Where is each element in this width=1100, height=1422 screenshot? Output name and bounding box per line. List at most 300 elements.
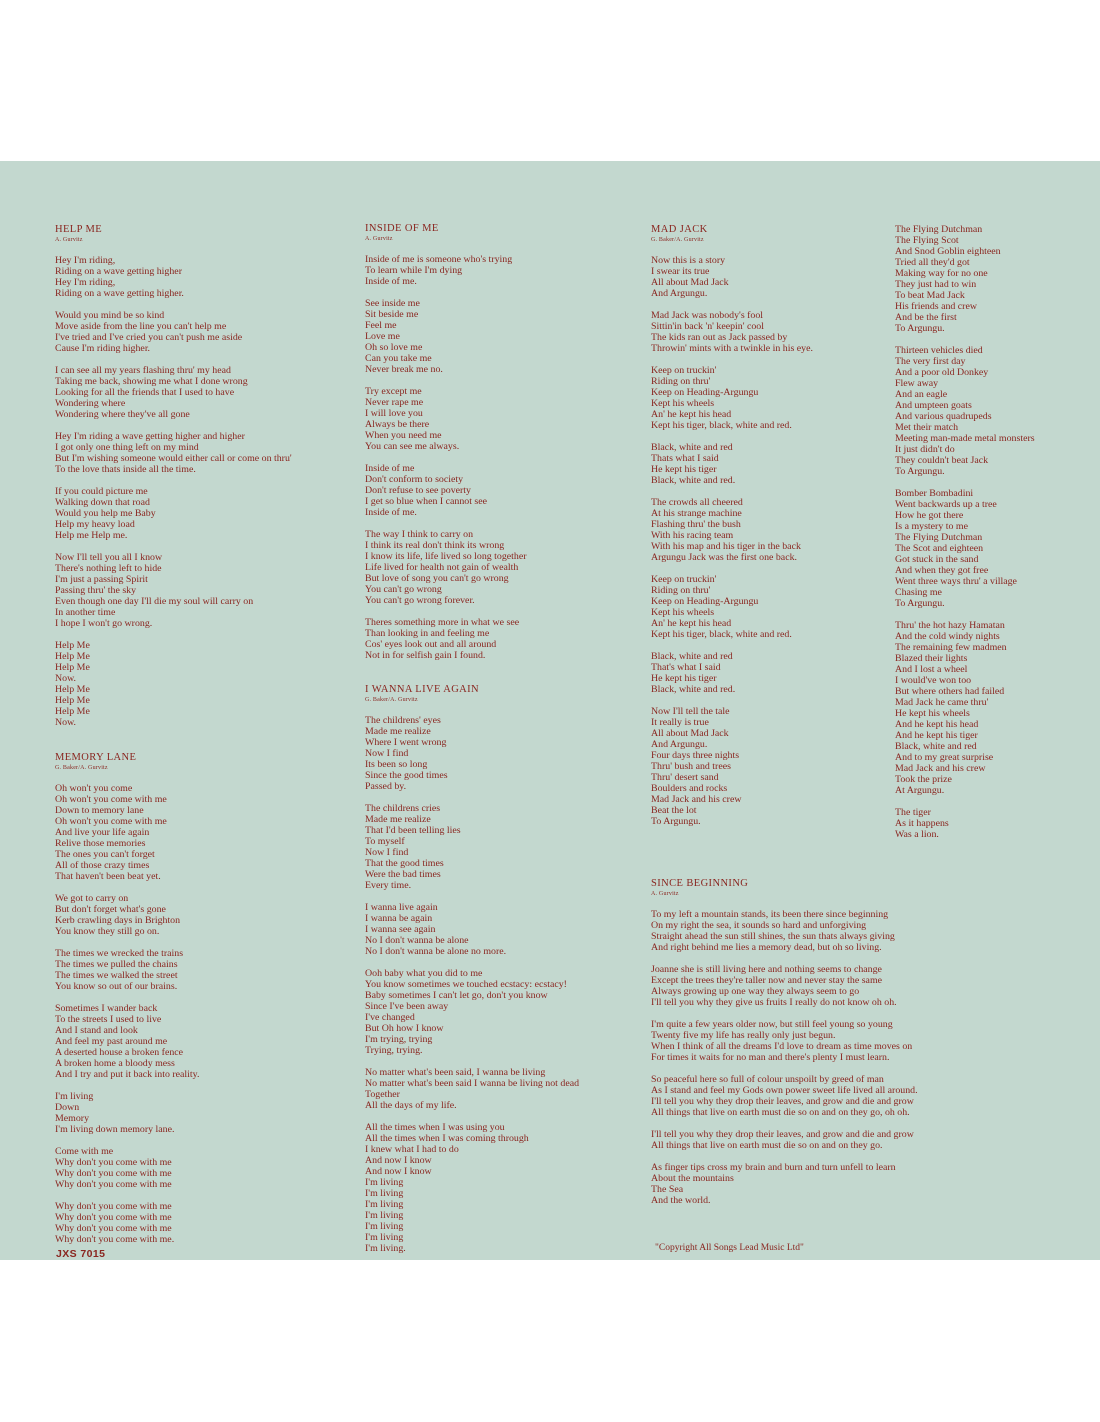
stanza: [55, 893, 292, 937]
lyric-line: Together: [365, 1089, 400, 1100]
lyric-line: Made me realize: [365, 814, 431, 825]
lyric-line: Can you take me: [365, 353, 432, 364]
lyric-line: The times we pulled the chains: [55, 959, 178, 970]
stanza: [895, 224, 1035, 334]
lyric-line: Riding on thru': [651, 585, 711, 596]
stanza: [365, 617, 579, 661]
lyric-line: I'm living: [365, 1177, 404, 1188]
lyric-line: Twenty five my life has really only just begun.: [651, 1030, 836, 1041]
lyric-line: As finger tips cross my brain and burn and turn unfell to learn: [651, 1162, 896, 1173]
stanza: [651, 310, 918, 354]
lyric-line: They couldn't beat Jack: [895, 455, 989, 466]
lyric-line: Thirteen vehicles died: [895, 345, 983, 356]
lyric-line: Mad Jack was nobody's fool: [651, 310, 764, 321]
lyric-line: You can't go wrong forever.: [365, 595, 475, 606]
lyric-line: You can't go wrong: [365, 584, 442, 595]
stanza: [55, 1146, 292, 1190]
lyric-line: I would've won too: [895, 675, 972, 686]
song-title: MAD JACK: [651, 224, 708, 235]
lyric-line: I'm just a passing Spirit: [55, 574, 148, 585]
lyric-line: Sit beside me: [365, 309, 419, 320]
lyric-line: Keep on truckin': [651, 365, 717, 376]
stanza: [365, 254, 579, 287]
lyric-line: If you could picture me: [55, 486, 148, 497]
lyric-line: Hey I'm riding a wave getting higher and higher: [55, 431, 245, 442]
lyric-line: The times we wrecked the trains: [55, 948, 184, 959]
stanza: [365, 298, 579, 375]
lyric-line: All things that live on earth must die so on and on they go.: [651, 1140, 883, 1151]
lyric-line: That haven't been beat yet.: [55, 871, 161, 882]
lyric-line: To Argungu.: [651, 816, 701, 827]
lyric-line: Four days three nights: [651, 750, 740, 761]
stanza: [55, 365, 292, 420]
lyric-line: At Argungu.: [895, 785, 945, 796]
lyric-line: Never rape me: [365, 397, 424, 408]
lyric-line: Theres something more in what we see: [365, 617, 520, 628]
song-help-me: [55, 224, 292, 728]
lyric-line: Would you help me Baby: [55, 508, 156, 519]
lyric-line: Memory: [55, 1113, 90, 1124]
lyric-line: Passing thru' the sky: [55, 585, 137, 596]
stanza: [365, 386, 579, 452]
lyric-line: The remaining few madmen: [895, 642, 1007, 653]
lyric-line: Since I've been away: [365, 1001, 449, 1012]
song-title: I WANNA LIVE AGAIN: [365, 684, 480, 695]
lyric-line: All about Mad Jack: [651, 277, 729, 288]
song-title: SINCE BEGINNING: [651, 878, 749, 889]
lyric-line: The Sea: [651, 1184, 684, 1195]
lyric-line: You know they still go on.: [55, 926, 160, 937]
lyrics-column-3: [651, 224, 918, 1217]
lyric-line: He kept his tiger: [651, 464, 717, 475]
lyric-line: Help me Help me.: [55, 530, 128, 541]
lyric-line: Hey I'm riding,: [55, 255, 116, 266]
lyric-line: Try except me: [365, 386, 422, 397]
lyric-line: Blazed their lights: [895, 653, 968, 664]
stanza: [55, 255, 292, 299]
lyric-line: The way I think to carry on: [365, 529, 474, 540]
lyric-line: When you need me: [365, 430, 442, 441]
lyric-line: The times we walked the street: [55, 970, 178, 981]
lyric-line: Met their match: [895, 422, 959, 433]
stanza: [895, 488, 1035, 609]
lyric-line: Oh won't you come with me: [55, 816, 167, 827]
stanza: [365, 1122, 579, 1254]
stanza: [55, 1091, 292, 1135]
lyric-line: Joanne she is still living here and nothing seems to change: [651, 964, 882, 975]
lyric-line: I'm quite a few years older now, but still feel young so young: [651, 1019, 893, 1030]
lyric-line: I hope I won't go wrong.: [55, 618, 153, 629]
lyric-line: Got stuck in the sand: [895, 554, 979, 565]
lyric-line: That's what I said: [651, 662, 721, 673]
lyric-line: Help Me: [55, 695, 90, 706]
lyric-line: No matter what's been said I wanna be living not dead: [365, 1078, 580, 1089]
lyric-line: Bomber Bombadini: [895, 488, 974, 499]
lyric-line: Oh won't you come: [55, 783, 133, 794]
lyric-line: Now.: [55, 717, 77, 728]
lyric-line: Mad Jack and his crew: [651, 794, 742, 805]
lyric-line: And I stand and look: [55, 1025, 138, 1036]
lyric-line: Kerb crawling days in Brighton: [55, 915, 181, 926]
stanza: [55, 948, 292, 992]
lyric-line: The very first day: [895, 356, 966, 367]
lyric-line: And various quadrupeds: [895, 411, 992, 422]
lyric-line: They just had to win: [895, 279, 977, 290]
lyric-line: Move aside from the line you can't help me: [55, 321, 227, 332]
lyric-line: I will love you: [365, 408, 423, 419]
lyric-line: No I don't wanna be alone: [365, 935, 469, 946]
lyric-line: But don't forget what's gone: [55, 904, 166, 915]
lyric-line: I'm trying, trying: [365, 1034, 433, 1045]
lyric-line: All things that live on earth must die so on and on they go, oh oh.: [651, 1107, 910, 1118]
stanza: [651, 497, 918, 563]
lyric-line: Why don't you come with me: [55, 1201, 172, 1212]
stanza: [651, 706, 918, 827]
lyric-line: I'm living: [365, 1188, 404, 1199]
lyric-line: To Argungu.: [895, 598, 945, 609]
lyric-line: Keep on Heading-Argungu: [651, 387, 759, 398]
song-mad-jack: [651, 224, 918, 827]
lyric-line: All the days of my life.: [365, 1100, 457, 1111]
lyric-line: A broken home a bloody mess: [55, 1058, 175, 1069]
lyric-line: Making way for no one: [895, 268, 988, 279]
lyric-line: Inside of me.: [365, 276, 417, 287]
lyric-line: Help Me: [55, 662, 90, 673]
stanza: [55, 310, 292, 354]
lyrics-column-4: [895, 224, 1035, 851]
lyric-line: That the good times: [365, 858, 444, 869]
lyric-line: I'm living: [55, 1091, 94, 1102]
lyric-line: I'll tell you why they give us fruits I really do not know oh oh.: [651, 997, 897, 1008]
song-i-wanna-live-again: [365, 684, 579, 1254]
stanza: [651, 1019, 918, 1063]
lyric-line: Its been so long: [365, 759, 428, 770]
lyric-line: Why don't you come with me: [55, 1168, 172, 1179]
lyric-line: I wanna live again: [365, 902, 438, 913]
lyric-line: Took the prize: [895, 774, 952, 785]
lyric-line: Why don't you come with me: [55, 1223, 172, 1234]
lyric-line: I'm living down memory lane.: [55, 1124, 175, 1135]
lyric-line: Than looking in and feeling me: [365, 628, 490, 639]
lyric-line: To myself: [365, 836, 405, 847]
songwriter-credit: A. Gurvitz: [365, 236, 393, 242]
lyric-line: And an eagle: [895, 389, 948, 400]
lyric-line: Thru' desert sand: [651, 772, 719, 783]
lyric-line: And I try and put it back into reality.: [55, 1069, 200, 1080]
lyric-line: Why don't you come with me.: [55, 1234, 175, 1245]
lyric-line: Now I'll tell you all I know: [55, 552, 163, 563]
lyric-line: I think its real don't think its wrong: [365, 540, 505, 551]
lyric-line: The tiger: [895, 807, 931, 818]
lyric-line: Mad Jack and his crew: [895, 763, 986, 774]
lyric-line: And the world.: [651, 1195, 711, 1206]
lyric-line: Kept his wheels: [651, 607, 715, 618]
lyric-line: And umpteen goats: [895, 400, 972, 411]
lyric-line: I'm living: [365, 1210, 404, 1221]
lyric-line: To beat Mad Jack: [895, 290, 965, 301]
songwriter-credit: A. Gurvitz: [651, 891, 679, 897]
lyric-line: I'm living: [365, 1199, 404, 1210]
lyric-line: Cause I'm riding higher.: [55, 343, 151, 354]
lyric-line: Meeting man-made metal monsters: [895, 433, 1035, 444]
stanza: [55, 552, 292, 629]
lyric-line: Love me: [365, 331, 400, 342]
lyric-line: All about Mad Jack: [651, 728, 729, 739]
song-memory-lane: [55, 752, 292, 1245]
lyric-line: Went three ways thru' a village: [895, 576, 1017, 587]
lyric-line: Black, white and red: [895, 741, 977, 752]
lyric-line: Throwin' mints with a twinkle in his eye.: [651, 343, 813, 354]
lyric-line: I'm living: [365, 1221, 404, 1232]
lyric-line: Cos' eyes look out and all around: [365, 639, 497, 650]
lyric-line: I'm living: [365, 1232, 404, 1243]
lyric-line: Help Me: [55, 684, 90, 695]
lyric-line: Oh won't you come with me: [55, 794, 167, 805]
lyric-line: Baby sometimes I can't let go, don't you know: [365, 990, 548, 1001]
lyric-line: Feel me: [365, 320, 397, 331]
lyric-line: Why don't you come with me: [55, 1179, 172, 1190]
stanza: [55, 1003, 292, 1080]
lyric-line: In another time: [55, 607, 116, 618]
lyric-line: Wondering where: [55, 398, 126, 409]
lyric-line: All the times when I was coming through: [365, 1133, 529, 1144]
lyric-line: Why don't you come with me: [55, 1212, 172, 1223]
lyric-line: Flew away: [895, 378, 939, 389]
lyric-line: All the times when I was using you: [365, 1122, 505, 1133]
lyric-line: To the love thats inside all the time.: [55, 464, 196, 475]
lyric-line: And he kept his head: [895, 719, 979, 730]
lyric-line: When I think of all the dreams I'd love to dream as time moves on: [651, 1041, 913, 1052]
lyric-line: Straight ahead the sun still shines, the sun thats always giving: [651, 931, 895, 942]
lyric-line: Taking me back, showing me what I done wrong: [55, 376, 248, 387]
stanza: [895, 807, 1035, 840]
catalog-number: JXS 7015: [56, 1248, 106, 1260]
lyric-line: Sometimes I wander back: [55, 1003, 158, 1014]
lyric-line: Now I find: [365, 847, 409, 858]
lyric-line: I'll tell you why they drop their leaves, and grow and die and grow: [651, 1129, 914, 1140]
lyric-line: For times it waits for no man and there's plenty I must learn.: [651, 1052, 890, 1063]
lyric-line: The Scot and eighteen: [895, 543, 984, 554]
lyric-line: He kept his tiger: [651, 673, 717, 684]
lyric-line: I know its life, life lived so long together: [365, 551, 527, 562]
lyric-line: Life lived for health not gain of wealth: [365, 562, 519, 573]
lyric-line: But I'm wishing someone would either call or come on thru': [55, 453, 292, 464]
lyric-line: The Flying Dutchman: [895, 532, 983, 543]
lyric-line: And a poor old Donkey: [895, 367, 989, 378]
song-mad-jack-continued: [895, 224, 1035, 840]
lyric-line: Always growing up one way they always seem to go: [651, 986, 860, 997]
lyric-line: Passed by.: [365, 781, 407, 792]
stanza: [651, 1074, 918, 1118]
lyric-line: Now this is a story: [651, 255, 726, 266]
lyric-line: The childrens' eyes: [365, 715, 441, 726]
lyric-line: The Flying Dutchman: [895, 224, 983, 235]
lyric-line: Don't refuse to see poverty: [365, 485, 471, 496]
stanza: [55, 1201, 292, 1245]
lyric-line: Never break me no.: [365, 364, 443, 375]
lyric-line: Riding on thru': [651, 376, 711, 387]
lyric-line: The childrens cries: [365, 803, 441, 814]
lyric-line: No I don't wanna be alone no more.: [365, 946, 507, 957]
lyric-line: An' he kept his head: [651, 618, 732, 629]
stanza: [365, 902, 579, 957]
lyric-line: Mad Jack he came thru': [895, 697, 989, 708]
lyric-line: Except the trees they're taller now and never stay the same: [651, 975, 883, 986]
lyric-line: With his map and his tiger in the back: [651, 541, 801, 552]
lyric-line: He kept his wheels: [895, 708, 970, 719]
lyric-line: And now I know: [365, 1166, 432, 1177]
stanza: [365, 529, 579, 606]
stanza: [365, 1067, 579, 1111]
lyric-line: Kept his wheels: [651, 398, 715, 409]
lyric-line: Help Me: [55, 706, 90, 717]
stanza: [365, 715, 579, 792]
lyric-line: And live your life again: [55, 827, 150, 838]
lyric-line: Thru' the hot hazy Hamatan: [895, 620, 1005, 631]
song-title: INSIDE OF ME: [365, 223, 439, 234]
lyric-line: An' he kept his head: [651, 409, 732, 420]
lyric-line: To my left a mountain stands, its been there since beginning: [651, 909, 889, 920]
lyric-line: On my right the sea, it sounds so hard and unforgiving: [651, 920, 867, 931]
lyric-line: Went backwards up a tree: [895, 499, 997, 510]
lyric-line: Why don't you come with me: [55, 1157, 172, 1168]
lyric-line: Thats what I said: [651, 453, 719, 464]
stanza: [651, 442, 918, 486]
lyric-line: And be the first: [895, 312, 957, 323]
lyric-line: Every time.: [365, 880, 412, 891]
songwriter-credit: G. Baker/A. Gurvitz: [55, 765, 108, 771]
lyric-line: Black, white and red.: [651, 475, 736, 486]
lyric-line: The ones you can't forget: [55, 849, 155, 860]
lyric-line: Now I find: [365, 748, 409, 759]
lyric-line: See inside me: [365, 298, 420, 309]
lyric-line: Is a mystery to me: [895, 521, 968, 532]
lyric-line: A deserted house a broken fence: [55, 1047, 184, 1058]
lyric-line: Chasing me: [895, 587, 942, 598]
lyric-line: Made me realize: [365, 726, 431, 737]
song-title: MEMORY LANE: [55, 752, 137, 763]
lyric-line: The kids ran out as Jack passed by: [651, 332, 788, 343]
lyric-line: How he got there: [895, 510, 964, 521]
lyric-line: Were the bad times: [365, 869, 441, 880]
lyric-line: Black, white and red.: [651, 684, 736, 695]
lyric-line: It just didn't do: [895, 444, 955, 455]
lyric-line: Not in for selfish gain I found.: [365, 650, 486, 661]
stanza: [55, 486, 292, 541]
stanza: [365, 803, 579, 891]
lyric-line: To the streets I used to live: [55, 1014, 162, 1025]
lyric-line: And the cold windy nights: [895, 631, 1000, 642]
lyric-line: Would you mind be so kind: [55, 310, 165, 321]
lyric-line: Riding on a wave getting higher: [55, 266, 182, 277]
lyric-line: Down: [55, 1102, 80, 1113]
lyric-line: Since the good times: [365, 770, 448, 781]
stanza: [651, 574, 918, 640]
lyric-line: Walking down that road: [55, 497, 150, 508]
lyric-line: With his racing team: [651, 530, 734, 541]
lyric-line: Wondering where they've all gone: [55, 409, 190, 420]
lyric-line: I'll tell you why they drop their leaves, and grow and die and grow: [651, 1096, 914, 1107]
lyric-line: Keep on truckin': [651, 574, 717, 585]
lyrics-column-2: [365, 223, 579, 1265]
lyric-line: That I'd been telling lies: [365, 825, 461, 836]
stanza: [651, 651, 918, 695]
lyric-line: To Argungu.: [895, 466, 945, 477]
lyric-line: To Argungu.: [895, 323, 945, 334]
lyric-line: Thru' bush and trees: [651, 761, 731, 772]
lyric-line: Even though one day I'll die my soul will carry on: [55, 596, 254, 607]
stanza: [895, 620, 1035, 796]
lyric-line: Boulders and rocks: [651, 783, 728, 794]
lyric-line: Argungu Jack was the first one back.: [651, 552, 797, 563]
lyric-line: Inside of me: [365, 463, 415, 474]
lyric-line: And he kept his tiger: [895, 730, 978, 741]
copyright-notice: "Copyright All Songs Lead Music Ltd": [655, 1243, 804, 1253]
lyric-line: Flashing thru' the bush: [651, 519, 741, 530]
lyric-line: Trying, trying.: [365, 1045, 423, 1056]
lyric-line: I swear its true: [651, 266, 710, 277]
lyric-line: All of those crazy times: [55, 860, 150, 871]
lyric-line: Black, white and red: [651, 651, 733, 662]
lyric-line: It really is true: [651, 717, 709, 728]
lyric-line: Black, white and red: [651, 442, 733, 453]
lyric-line: And feel my past around me: [55, 1036, 168, 1047]
lyric-line: We got to carry on: [55, 893, 129, 904]
lyric-line: Riding on a wave getting higher.: [55, 288, 184, 299]
lyric-line: The Flying Scot: [895, 235, 959, 246]
lyric-line: I wanna be again: [365, 913, 433, 924]
song-since-beginning: [651, 878, 918, 1206]
lyric-line: Help Me: [55, 651, 90, 662]
lyric-sheet: [0, 161, 1100, 1260]
stanza: [365, 463, 579, 518]
lyric-line: Come with me: [55, 1146, 114, 1157]
lyric-line: Help my heavy load: [55, 519, 135, 530]
stanza: [895, 345, 1035, 477]
lyric-line: And right behind me lies a memory dead, but oh so living.: [651, 942, 882, 953]
lyric-line: Inside of me is someone who's trying: [365, 254, 513, 265]
lyric-line: And I lost a wheel: [895, 664, 968, 675]
lyric-line: Tried all they'd got: [895, 257, 970, 268]
stanza: [651, 1162, 918, 1206]
lyric-line: Hey I'm riding,: [55, 277, 116, 288]
lyric-line: Oh so love me: [365, 342, 423, 353]
lyric-line: To learn while I'm dying: [365, 265, 463, 276]
stanza: [365, 968, 579, 1056]
stanza: [55, 783, 292, 882]
lyric-line: Beat the lot: [651, 805, 697, 816]
lyric-line: Inside of me.: [365, 507, 417, 518]
lyric-line: As I stand and feel my Gods own power sweet life lived all around.: [651, 1085, 918, 1096]
lyric-line: Relive those memories: [55, 838, 146, 849]
lyric-line: And when they got free: [895, 565, 989, 576]
lyric-line: And Snod Goblin eighteen: [895, 246, 1001, 257]
lyric-line: And to my great surprise: [895, 752, 994, 763]
lyric-line: And now I know: [365, 1155, 432, 1166]
lyric-line: Don't conform to society: [365, 474, 464, 485]
lyric-line: Ooh baby what you did to me: [365, 968, 483, 979]
lyric-line: Kept his tiger, black, white and red.: [651, 420, 792, 431]
lyric-line: I got only one thing left on my mind: [55, 442, 199, 453]
lyric-line: Where I went wrong: [365, 737, 447, 748]
lyric-line: You can see me always.: [365, 441, 460, 452]
lyric-line: Looking for all the friends that I used to have: [55, 387, 235, 398]
lyric-line: I've tried and I've cried you can't push me aside: [55, 332, 243, 343]
lyric-line: Help Me: [55, 640, 90, 651]
lyric-line: Down to memory lane: [55, 805, 144, 816]
lyric-line: I'm living.: [365, 1243, 406, 1254]
lyric-line: I get so blue when I cannot see: [365, 496, 488, 507]
